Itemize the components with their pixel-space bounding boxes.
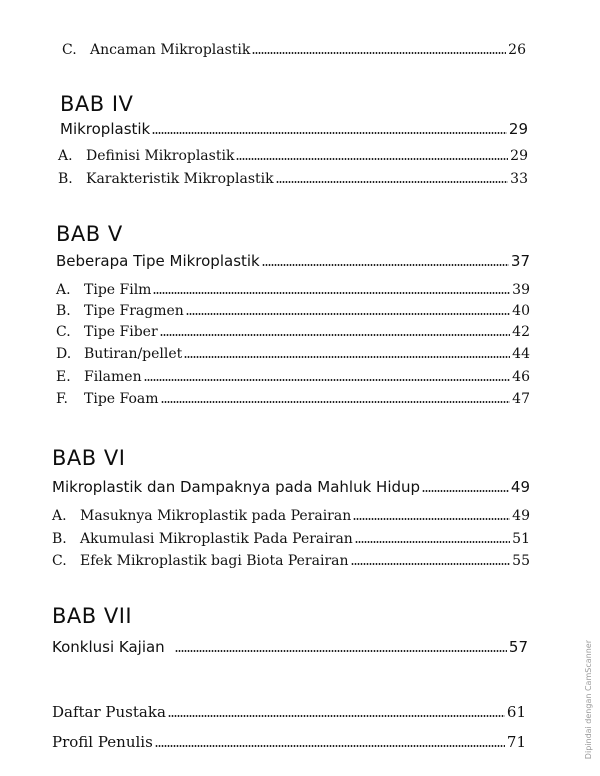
toc-entry-tipe-foam[interactable] xyxy=(56,391,530,407)
entry-page: 61 xyxy=(506,703,526,721)
toc-entry-tipe-fiber[interactable] xyxy=(56,324,530,340)
leader-dots xyxy=(161,401,511,403)
entry-page: 26 xyxy=(508,42,526,58)
toc-entry-daftar-pustaka[interactable] xyxy=(52,703,526,721)
entry-letter: B. xyxy=(56,303,71,319)
entry-letter: E. xyxy=(56,369,71,385)
chapter-title-label: Mikroplastik xyxy=(60,120,151,138)
leader-dots xyxy=(422,490,509,492)
toc-entry-filamen[interactable] xyxy=(56,369,530,385)
chapter-title-page: 57 xyxy=(508,638,528,656)
entry-page: 33 xyxy=(510,171,528,187)
entry-label: Akumulasi Mikroplastik Pada Perairan xyxy=(80,531,353,547)
toc-entry-tipe-fragmen[interactable] xyxy=(56,303,530,319)
leader-dots xyxy=(175,650,507,652)
leader-dots xyxy=(252,52,506,54)
leader-dots xyxy=(262,264,509,266)
chapter-heading-bab-vi: BAB VI xyxy=(52,446,126,470)
entry-page: 51 xyxy=(512,531,530,547)
toc-entry-profil-penulis[interactable] xyxy=(52,733,526,751)
entry-label: Definisi Mikroplastik xyxy=(86,148,235,164)
entry-label: Tipe Foam xyxy=(84,391,159,407)
entry-letter: A. xyxy=(56,282,71,298)
toc-entry-ancaman[interactable] xyxy=(62,42,526,58)
entry-page: 39 xyxy=(512,282,530,298)
entry-label: Tipe Film xyxy=(84,282,152,298)
leader-dots xyxy=(144,379,511,381)
chapter-title-page: 29 xyxy=(508,120,528,138)
toc-entry-karakteristik[interactable] xyxy=(58,171,528,187)
entry-page: 29 xyxy=(510,148,528,164)
leader-dots xyxy=(153,292,510,294)
entry-page: 40 xyxy=(512,303,530,319)
entry-label: Tipe Fragmen xyxy=(84,303,184,319)
toc-entry-definisi[interactable] xyxy=(58,148,528,164)
leader-dots xyxy=(353,518,510,520)
chapter-title-bab-vii[interactable] xyxy=(52,638,528,656)
entry-page: 49 xyxy=(512,508,530,524)
chapter-heading-bab-iv: BAB IV xyxy=(60,92,134,116)
entry-letter: C. xyxy=(56,324,71,340)
toc-entry-tipe-film[interactable] xyxy=(56,282,530,298)
entry-label: Butiran/pellet xyxy=(84,346,183,362)
entry-page: 47 xyxy=(512,391,530,407)
scanner-watermark: Dipindai dengan CamScanner xyxy=(584,640,593,760)
leader-dots xyxy=(155,745,505,747)
toc-entry-masuknya[interactable] xyxy=(52,508,530,524)
chapter-title-label: Beberapa Tipe Mikroplastik xyxy=(56,252,260,270)
entry-page: 46 xyxy=(512,369,530,385)
entry-letter: A. xyxy=(58,148,73,164)
leader-dots xyxy=(184,356,510,358)
chapter-title-bab-vi[interactable] xyxy=(52,478,530,496)
leader-dots xyxy=(152,132,507,134)
chapter-title-bab-iv[interactable] xyxy=(60,120,528,138)
entry-label: Filamen xyxy=(84,369,142,385)
toc-entry-akumulasi[interactable] xyxy=(52,531,530,547)
chapter-heading-bab-v: BAB V xyxy=(56,222,123,246)
entry-letter: C. xyxy=(52,553,67,569)
entry-letter: A. xyxy=(52,508,67,524)
entry-label: Efek Mikroplastik bagi Biota Perairan xyxy=(80,553,349,569)
entry-label: Profil Penulis xyxy=(52,733,153,751)
leader-dots xyxy=(276,181,509,183)
chapter-title-page: 49 xyxy=(510,478,530,496)
leader-dots xyxy=(236,158,508,160)
leader-dots xyxy=(186,313,510,315)
leader-dots xyxy=(351,563,511,565)
entry-label: Ancaman Mikroplastik xyxy=(90,42,251,58)
entry-page: 71 xyxy=(506,733,526,751)
entry-label: Karakteristik Mikroplastik xyxy=(86,171,274,187)
chapter-title-label: Konklusi Kajian xyxy=(52,638,165,656)
entry-page: 42 xyxy=(512,324,530,340)
entry-page: 44 xyxy=(512,346,530,362)
entry-label: Daftar Pustaka xyxy=(52,703,166,721)
entry-letter: D. xyxy=(56,346,72,362)
entry-letter: B. xyxy=(58,171,73,187)
leader-dots xyxy=(168,715,505,717)
toc-entry-efek[interactable] xyxy=(52,553,530,569)
entry-label: Masuknya Mikroplastik pada Perairan xyxy=(80,508,352,524)
entry-letter: F. xyxy=(56,391,68,407)
toc-entry-butiran-pellet[interactable] xyxy=(56,346,530,362)
entry-label: Tipe Fiber xyxy=(84,324,158,340)
leader-dots xyxy=(160,334,511,336)
chapter-title-page: 37 xyxy=(510,252,530,270)
entry-letter: C. xyxy=(62,42,77,58)
chapter-title-label: Mikroplastik dan Dampaknya pada Mahluk Hidup xyxy=(52,478,421,496)
entry-letter: B. xyxy=(52,531,67,547)
leader-dots xyxy=(355,541,510,543)
entry-page: 55 xyxy=(512,553,530,569)
chapter-heading-bab-vii: BAB VII xyxy=(52,604,133,628)
chapter-title-bab-v[interactable] xyxy=(56,252,530,270)
